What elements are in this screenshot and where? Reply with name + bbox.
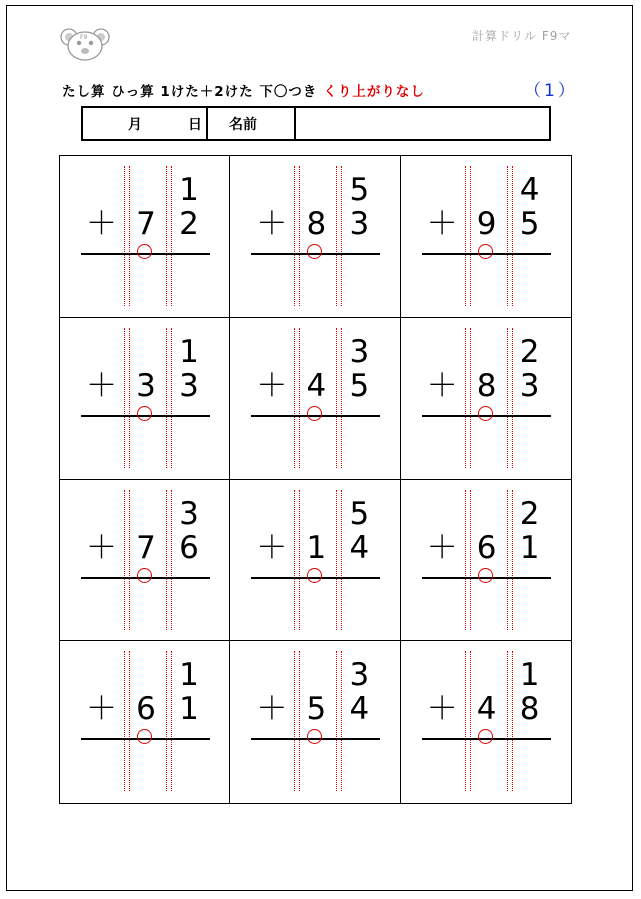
guide-line — [336, 651, 337, 791]
bottom-tens-digit: 8 — [476, 367, 497, 404]
bottom-tens-digit: 4 — [306, 367, 327, 404]
guide-line — [124, 490, 125, 630]
guide-line — [341, 166, 342, 306]
carry-circle-icon — [307, 729, 322, 744]
guide-line — [470, 166, 471, 306]
carry-circle-icon — [137, 406, 152, 421]
name-date-box — [81, 106, 551, 141]
month-label: 月 — [128, 116, 142, 133]
date-field[interactable] — [83, 108, 208, 139]
top-number: 5 — [349, 495, 370, 532]
sheet-number: （1） — [524, 81, 578, 101]
guide-line — [294, 328, 295, 468]
guide-line — [512, 490, 513, 630]
guide-line — [299, 490, 300, 630]
title-text: たし算 ひっ算 1けた＋2けた 下〇つき — [62, 84, 318, 100]
top-number: 2 — [519, 333, 540, 370]
top-number: 1 — [179, 333, 199, 370]
problem-cell — [230, 318, 400, 480]
top-number: 2 — [519, 495, 540, 532]
guide-line — [336, 490, 337, 630]
plus-sign: ＋ — [86, 206, 117, 242]
bottom-tens-digit: 4 — [476, 691, 497, 728]
carry-circle-icon — [478, 406, 493, 421]
carry-circle-icon — [478, 244, 493, 259]
guide-line — [465, 651, 466, 791]
guide-line — [129, 166, 130, 306]
problem-cell — [230, 480, 400, 642]
guide-line — [470, 651, 471, 791]
bottom-ones-digit: 6 — [179, 529, 199, 566]
guide-line — [512, 328, 513, 468]
carry-circle-icon — [307, 568, 322, 583]
bottom-tens-digit: 6 — [136, 691, 156, 728]
guide-line — [171, 166, 172, 306]
plus-sign: ＋ — [86, 529, 117, 566]
bottom-tens-digit: 6 — [476, 529, 497, 566]
brand-label: 計算ドリル F9マ — [472, 29, 572, 43]
bottom-ones-digit: 4 — [349, 529, 370, 566]
top-number: 5 — [349, 172, 370, 208]
carry-circle-icon — [307, 244, 322, 259]
top-number: 3 — [349, 657, 370, 694]
plus-sign: ＋ — [86, 691, 117, 728]
bottom-tens-digit: 9 — [476, 206, 497, 242]
bottom-ones-digit: 8 — [519, 691, 540, 728]
day-label: 日 — [188, 116, 202, 133]
guide-line — [171, 328, 172, 468]
carry-circle-icon — [478, 568, 493, 583]
problem-grid — [59, 155, 572, 804]
problem-cell — [401, 156, 571, 318]
guide-line — [124, 651, 125, 791]
bottom-ones-digit: 1 — [519, 529, 540, 566]
guide-line — [341, 651, 342, 791]
bottom-ones-digit: 1 — [179, 691, 199, 728]
problem-cell — [401, 480, 571, 642]
guide-line — [294, 651, 295, 791]
bottom-ones-digit: 3 — [349, 206, 370, 242]
guide-line — [129, 490, 130, 630]
bottom-tens-digit: 8 — [306, 206, 327, 242]
plus-sign: ＋ — [256, 367, 288, 404]
top-number: 1 — [179, 172, 199, 208]
bottom-ones-digit: 5 — [349, 367, 370, 404]
bottom-ones-digit: 4 — [349, 691, 370, 728]
carry-circle-icon — [307, 406, 322, 421]
guide-line — [124, 166, 125, 306]
guide-line — [299, 651, 300, 791]
guide-line — [465, 328, 466, 468]
carry-circle-icon — [137, 729, 152, 744]
problem-cell — [230, 156, 400, 318]
carry-circle-icon — [137, 244, 152, 259]
logo-text: F9 — [80, 34, 88, 41]
guide-line — [299, 328, 300, 468]
guide-line — [512, 651, 513, 791]
guide-line — [294, 166, 295, 306]
plus-sign: ＋ — [426, 691, 458, 728]
bottom-tens-digit: 5 — [306, 691, 327, 728]
top-number: 3 — [349, 333, 370, 370]
guide-line — [512, 166, 513, 306]
guide-line — [465, 166, 466, 306]
guide-line — [166, 490, 167, 630]
guide-line — [507, 328, 508, 468]
plus-sign: ＋ — [426, 529, 458, 566]
bottom-ones-digit: 2 — [179, 206, 199, 242]
bottom-tens-digit: 3 — [136, 367, 156, 404]
guide-line — [336, 328, 337, 468]
name-label: 名前 — [208, 108, 296, 139]
top-number: 1 — [179, 657, 199, 694]
problem-cell — [60, 641, 230, 803]
problem-cell — [60, 156, 230, 318]
guide-line — [294, 490, 295, 630]
plus-sign: ＋ — [256, 529, 288, 566]
plus-sign: ＋ — [256, 691, 288, 728]
plus-sign: ＋ — [86, 367, 117, 404]
bottom-tens-digit: 1 — [306, 529, 327, 566]
plus-sign: ＋ — [256, 206, 288, 242]
guide-line — [507, 490, 508, 630]
title-highlight: くり上がりなし — [323, 84, 425, 100]
bear-logo — [58, 26, 112, 62]
top-number: 4 — [519, 172, 540, 208]
problem-cell — [60, 318, 230, 480]
problem-cell — [60, 480, 230, 642]
plus-sign: ＋ — [426, 367, 458, 404]
bottom-ones-digit: 3 — [179, 367, 199, 404]
guide-line — [129, 328, 130, 468]
problem-cell — [401, 641, 571, 803]
guide-line — [299, 166, 300, 306]
problem-cell — [230, 641, 400, 803]
bottom-ones-digit: 3 — [519, 367, 540, 404]
guide-line — [470, 490, 471, 630]
guide-line — [124, 328, 125, 468]
guide-line — [341, 490, 342, 630]
bottom-tens-digit: 7 — [136, 206, 156, 242]
guide-line — [166, 166, 167, 306]
guide-line — [341, 328, 342, 468]
guide-line — [171, 490, 172, 630]
top-number: 3 — [179, 495, 199, 532]
problem-cell — [401, 318, 571, 480]
guide-line — [129, 651, 130, 791]
guide-line — [507, 651, 508, 791]
bottom-tens-digit: 7 — [136, 529, 156, 566]
guide-line — [336, 166, 337, 306]
worksheet-title — [62, 80, 425, 100]
guide-line — [470, 328, 471, 468]
guide-line — [166, 328, 167, 468]
carry-circle-icon — [137, 568, 152, 583]
guide-line — [171, 651, 172, 791]
bottom-ones-digit: 5 — [519, 206, 540, 242]
top-number: 1 — [519, 657, 540, 694]
guide-line — [166, 651, 167, 791]
guide-line — [465, 490, 466, 630]
carry-circle-icon — [478, 729, 493, 744]
plus-sign: ＋ — [426, 206, 458, 242]
guide-line — [507, 166, 508, 306]
